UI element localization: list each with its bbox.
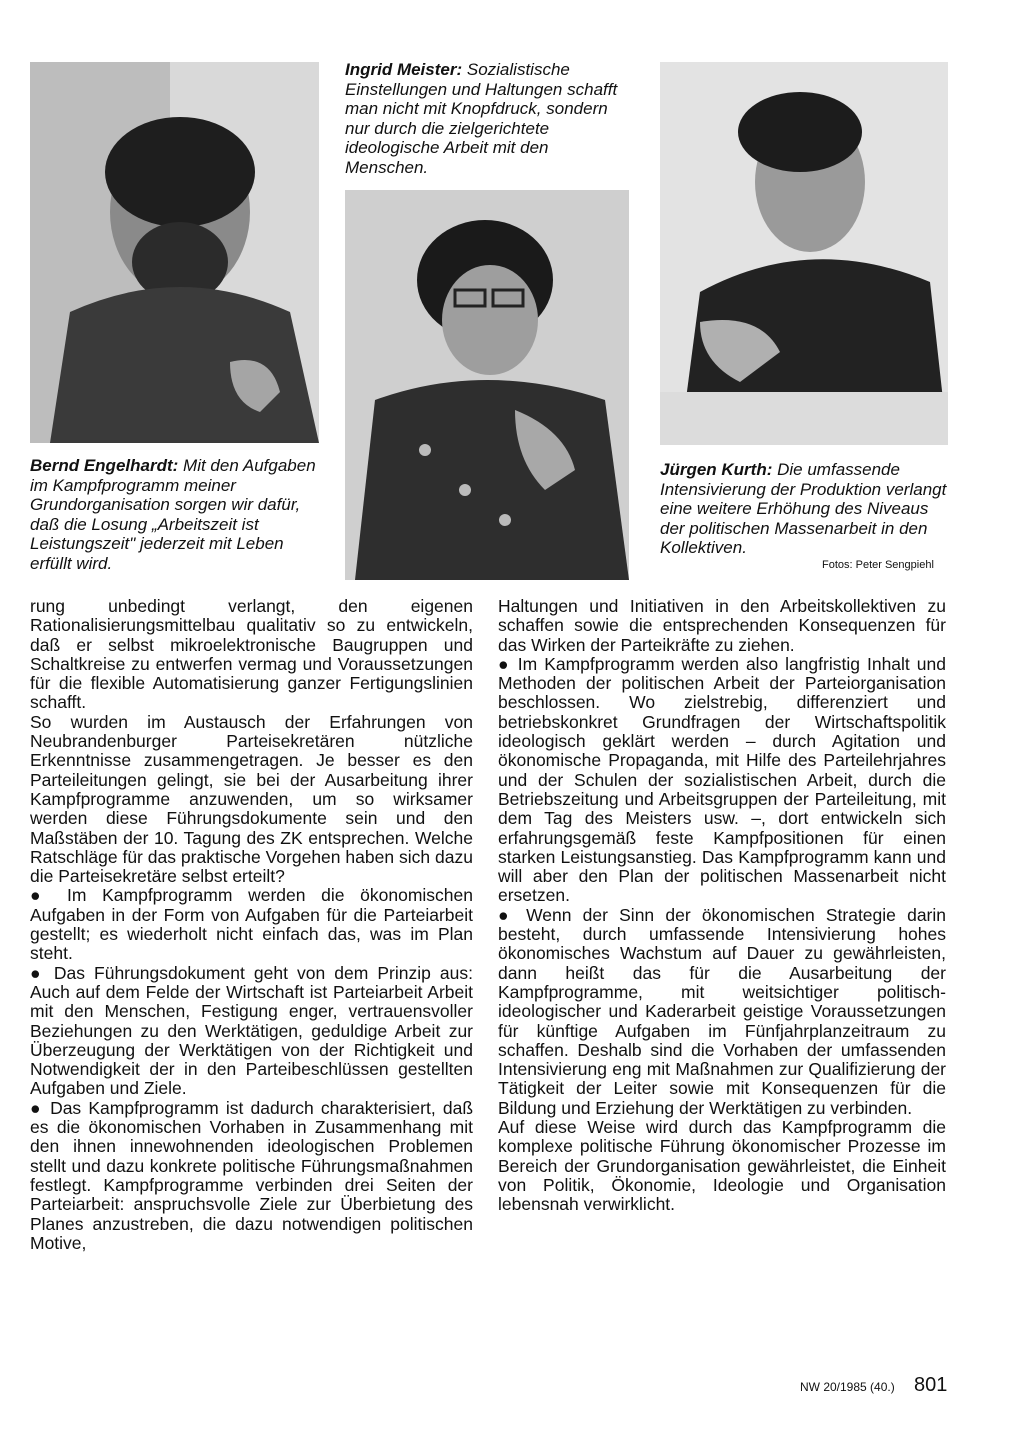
caption-text: Mit den Aufgaben im Kampfprogramm meiner Grundorganisation sorgen wir dafür, daß die Losung „Arbeitszeit ist Leistungszeit" jederzeit mit Leben erfüllt wird. (30, 456, 316, 573)
man-portrait-photo-icon-2 (660, 62, 948, 445)
paragraph: Haltungen und Initiativen in den Arbeitskollektiven zu schaffen sowie die entsprechenden Konsequenzen für das Wirken der Parteikräfte zu ziehen. (498, 596, 946, 655)
photo-juergen-kurth (660, 62, 948, 445)
right-column (498, 597, 946, 1215)
caption-meister (345, 60, 625, 177)
man-portrait-photo-icon (30, 62, 319, 443)
left-column (30, 597, 473, 1253)
woman-portrait-photo-icon (345, 190, 629, 580)
caption-name: Ingrid Meister: (345, 60, 463, 79)
paragraph: ● Das Kampfprogramm ist dadurch charakterisiert, daß es die ökonomischen Vorhaben in Zusammenhang mit den ihnen innewohnenden ideologischen Problemen stellt und dazu konkrete politische Führungsmaßnahmen festlegt. Kampfprogramme verbinden drei Seiten der Parteiarbeit: anspruchsvolle Ziele zur Überbietung des Planes anzustreben, die dazu notwendigen politischen Motive, (30, 1099, 473, 1253)
paragraph: Auf diese Weise wird durch das Kampfprogramm die komplexe politische Führung ökonomischer Prozesse im Bereich der Grundorganisation gewährleistet, die Einheit von Politik, Ökonomie, Ideologie und Organisation lebensnah verwirklicht. (498, 1117, 946, 1215)
caption-name: Jürgen Kurth: (660, 460, 773, 479)
paragraph: ● Im Kampfprogramm werden die ökonomischen Aufgaben in der Form von Aufgaben für die Parteiarbeit gestellt; es wiederholt nicht einfach das, was im Plan steht. (30, 886, 473, 963)
caption-kurth (660, 460, 950, 558)
paragraph: ● Das Führungsdokument geht von dem Prinzip aus: Auch auf dem Felde der Wirtschaft ist Parteiarbeit Arbeit mit den Menschen, Festigung enger, vertrauensvoller Beziehungen zu den Werktätigen, geduldige Arbeit zur Überzeugung der Werktätigen von der Richtigkeit und Notwendigkeit der in den Parteibeschlüssen gestellten Aufgaben und Ziele. (30, 964, 473, 1099)
photo-ingrid-meister (345, 190, 629, 580)
caption-name: Bernd Engelhardt: (30, 456, 179, 475)
photo-credit: Fotos: Peter Sengpiehl (822, 559, 934, 571)
caption-text: Sozialistische Einstellungen und Haltungen schafft man nicht mit Knopfdruck, sondern nur durch die zielgerichtete ideologische Arbeit mit den Menschen. (345, 60, 618, 177)
paragraph: ● Im Kampfprogramm werden also langfristig Inhalt und Methoden der politischen Arbeit der Parteiorganisation beschlossen. Wo zielstrebig, differenziert und betriebskonkret Grundfragen der Wirtschaftspolitik ideologisch geklärt werden – durch Agitation und ökonomische Propaganda, mit Hilfe des Parteilehrjahres und der Schulen der sozialistischen Arbeit, durch die Betriebszeitung und Arbeitsgruppen der Parteileitung, mit dem Tag des Meisters usw. –, dort entwickeln sich erfahrungsgemäß feste Kampfpositionen für einen starken Leistungsanstieg. Das Kampfprogramm kann und will aber den Plan der politischen Massenarbeit nicht ersetzen. (498, 655, 946, 906)
paragraph: ● Wenn der Sinn der ökonomischen Strategie darin besteht, durch umfassende Intensivierung hohes ökonomisches Wachstum auf Dauer zu gewährleisten, dann heißt das für die Ausarbeitung der Kampfprogramme, mit weitsichtiger politisch-ideologischer und Kaderarbeit geistige Voraussetzungen für künftige Aufgaben im Fünfjahrplanzeitraum zu schaffen. Deshalb sind die Vorhaben der umfassenden Intensivierung eng mit Maßnahmen zur Qualifizierung der Tätigkeit der Leiter sowie mit Konsequenzen für die Bildung und Erziehung der Werktätigen zu verbinden. (498, 906, 946, 1118)
page-number: 801 (914, 1374, 948, 1396)
paragraph: rung unbedingt verlangt, den eigenen Rationalisierungsmittelbau qualitativ so zu entwickeln, daß er selbst mikroelektronische Baugruppen und Schaltkreise zu entwerfen vermag und Voraussetzungen für die flexible Automatisierung ganzer Fertigungslinien schafft. (30, 596, 473, 713)
issue-reference: NW 20/1985 (40.) (800, 1380, 895, 1394)
paragraph: So wurden im Austausch der Erfahrungen von Neubrandenburger Parteisekretären nützliche Erkenntnisse zusammengetragen. Je besser es den Parteileitungen gelingt, sie bei der Ausarbeitung ihrer Kampfprogramme anzuwenden, um so wirksamer werden diese Führungsdokumente sein und den Maßstäben der 10. Tagung des ZK entsprechen. Welche Ratschläge für das praktische Vorgehen haben sich dazu die Parteisekretäre selbst erteilt? (30, 711, 473, 887)
caption-text: Die umfassende Intensivierung der Produktion verlangt eine weitere Erhöhung des Niveaus der politischen Massenarbeit in den Kollektiven. (660, 460, 947, 557)
photo-bernd-engelhardt (30, 62, 319, 443)
caption-engelhardt (30, 456, 320, 573)
